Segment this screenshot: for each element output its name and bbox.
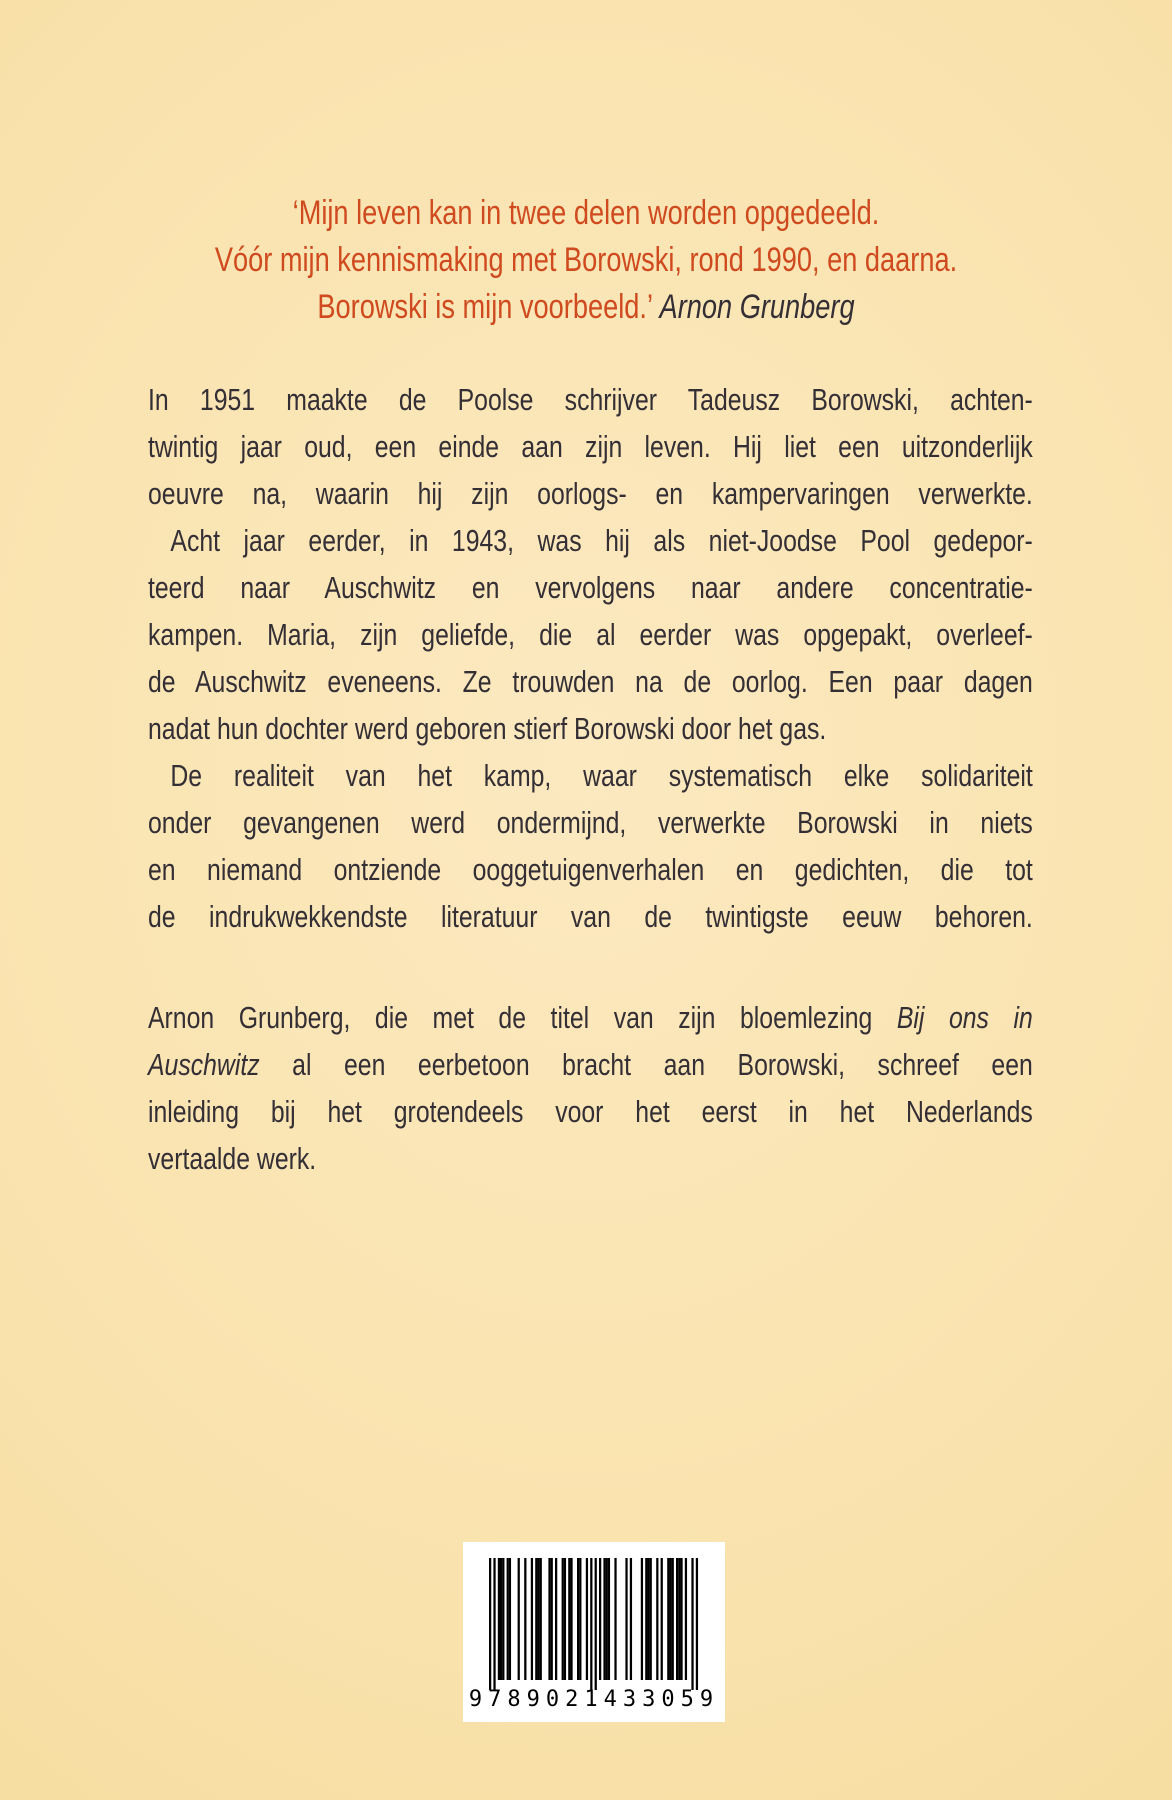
- blurb-line: In 1951 maakte de Poolse schrijver Tadeusz Borowski, achten-: [148, 382, 1033, 417]
- blurb-line: twintig jaar oud, een einde aan zijn leven. Hij liet een uitzonderlijk: [148, 429, 1033, 464]
- blurb-line: De realiteit van het kamp, waar systematisch elke solidariteit: [170, 758, 1033, 793]
- paragraph-2: [148, 517, 1033, 752]
- blurb-line: kampen. Maria, zijn geliefde, die al eerder was opgepakt, overleef-: [148, 617, 1033, 652]
- quote-text: Borowski is mijn voorbeeld.’: [317, 288, 660, 326]
- quote-line-3: [0, 284, 1172, 331]
- barcode-number: 9789021433059: [468, 1687, 720, 1712]
- quote-block: [0, 190, 1172, 331]
- book-title-italic: Bij ons in: [896, 1000, 1033, 1035]
- blurb-segment: Arnon Grunberg, die met de titel van zijn bloemlezing: [148, 1000, 897, 1035]
- book-title-italic: Auschwitz: [148, 1047, 260, 1082]
- paragraph-1: [148, 376, 1033, 517]
- blurb-line: en niemand ontziende ooggetuigenverhalen en gedichten, die tot: [148, 852, 1033, 887]
- blurb-text: [148, 376, 1033, 1182]
- blurb-line: de Auschwitz eveneens. Ze trouwden na de oorlog. Een paar dagen: [148, 664, 1033, 699]
- blurb-line: oeuvre na, waarin hij zijn oorlogs- en kampervaringen verwerkte.: [148, 476, 1033, 511]
- paragraph-3: [148, 752, 1033, 940]
- quote-attribution: Arnon Grunberg: [659, 288, 855, 326]
- blurb-line: inleiding bij het grotendeels voor het eerst in het Nederlands: [148, 1094, 1033, 1129]
- blurb-line: teerd naar Auschwitz en vervolgens naar andere concentratie-: [148, 570, 1033, 605]
- blurb-line: de indrukwekkendste literatuur van de twintigste eeuw behoren.: [148, 899, 1033, 934]
- quote-line-2: Vóór mijn kennismaking met Borowski, rond 1990, en daarna.: [214, 241, 958, 279]
- blurb-segment: al een eerbetoon bracht aan Borowski, schreef een: [259, 1047, 1033, 1082]
- blurb-line: vertaalde werk.: [148, 1141, 317, 1176]
- barcode: [463, 1542, 725, 1722]
- quote-line-1: ‘Mijn leven kan in twee delen worden opgedeeld.: [292, 194, 880, 232]
- blurb-line: nadat hun dochter werd geboren stierf Borowski door het gas.: [148, 711, 827, 746]
- blurb-line: [148, 994, 1033, 1041]
- barcode-bars: [489, 1558, 699, 1692]
- blurb-line: onder gevangenen werd ondermijnd, verwerkte Borowski in niets: [148, 805, 1033, 840]
- blurb-line: [148, 1041, 1033, 1088]
- blurb-line: Acht jaar eerder, in 1943, was hij als niet-Joodse Pool gedepor-: [170, 523, 1033, 558]
- paragraph-4: [148, 994, 1033, 1182]
